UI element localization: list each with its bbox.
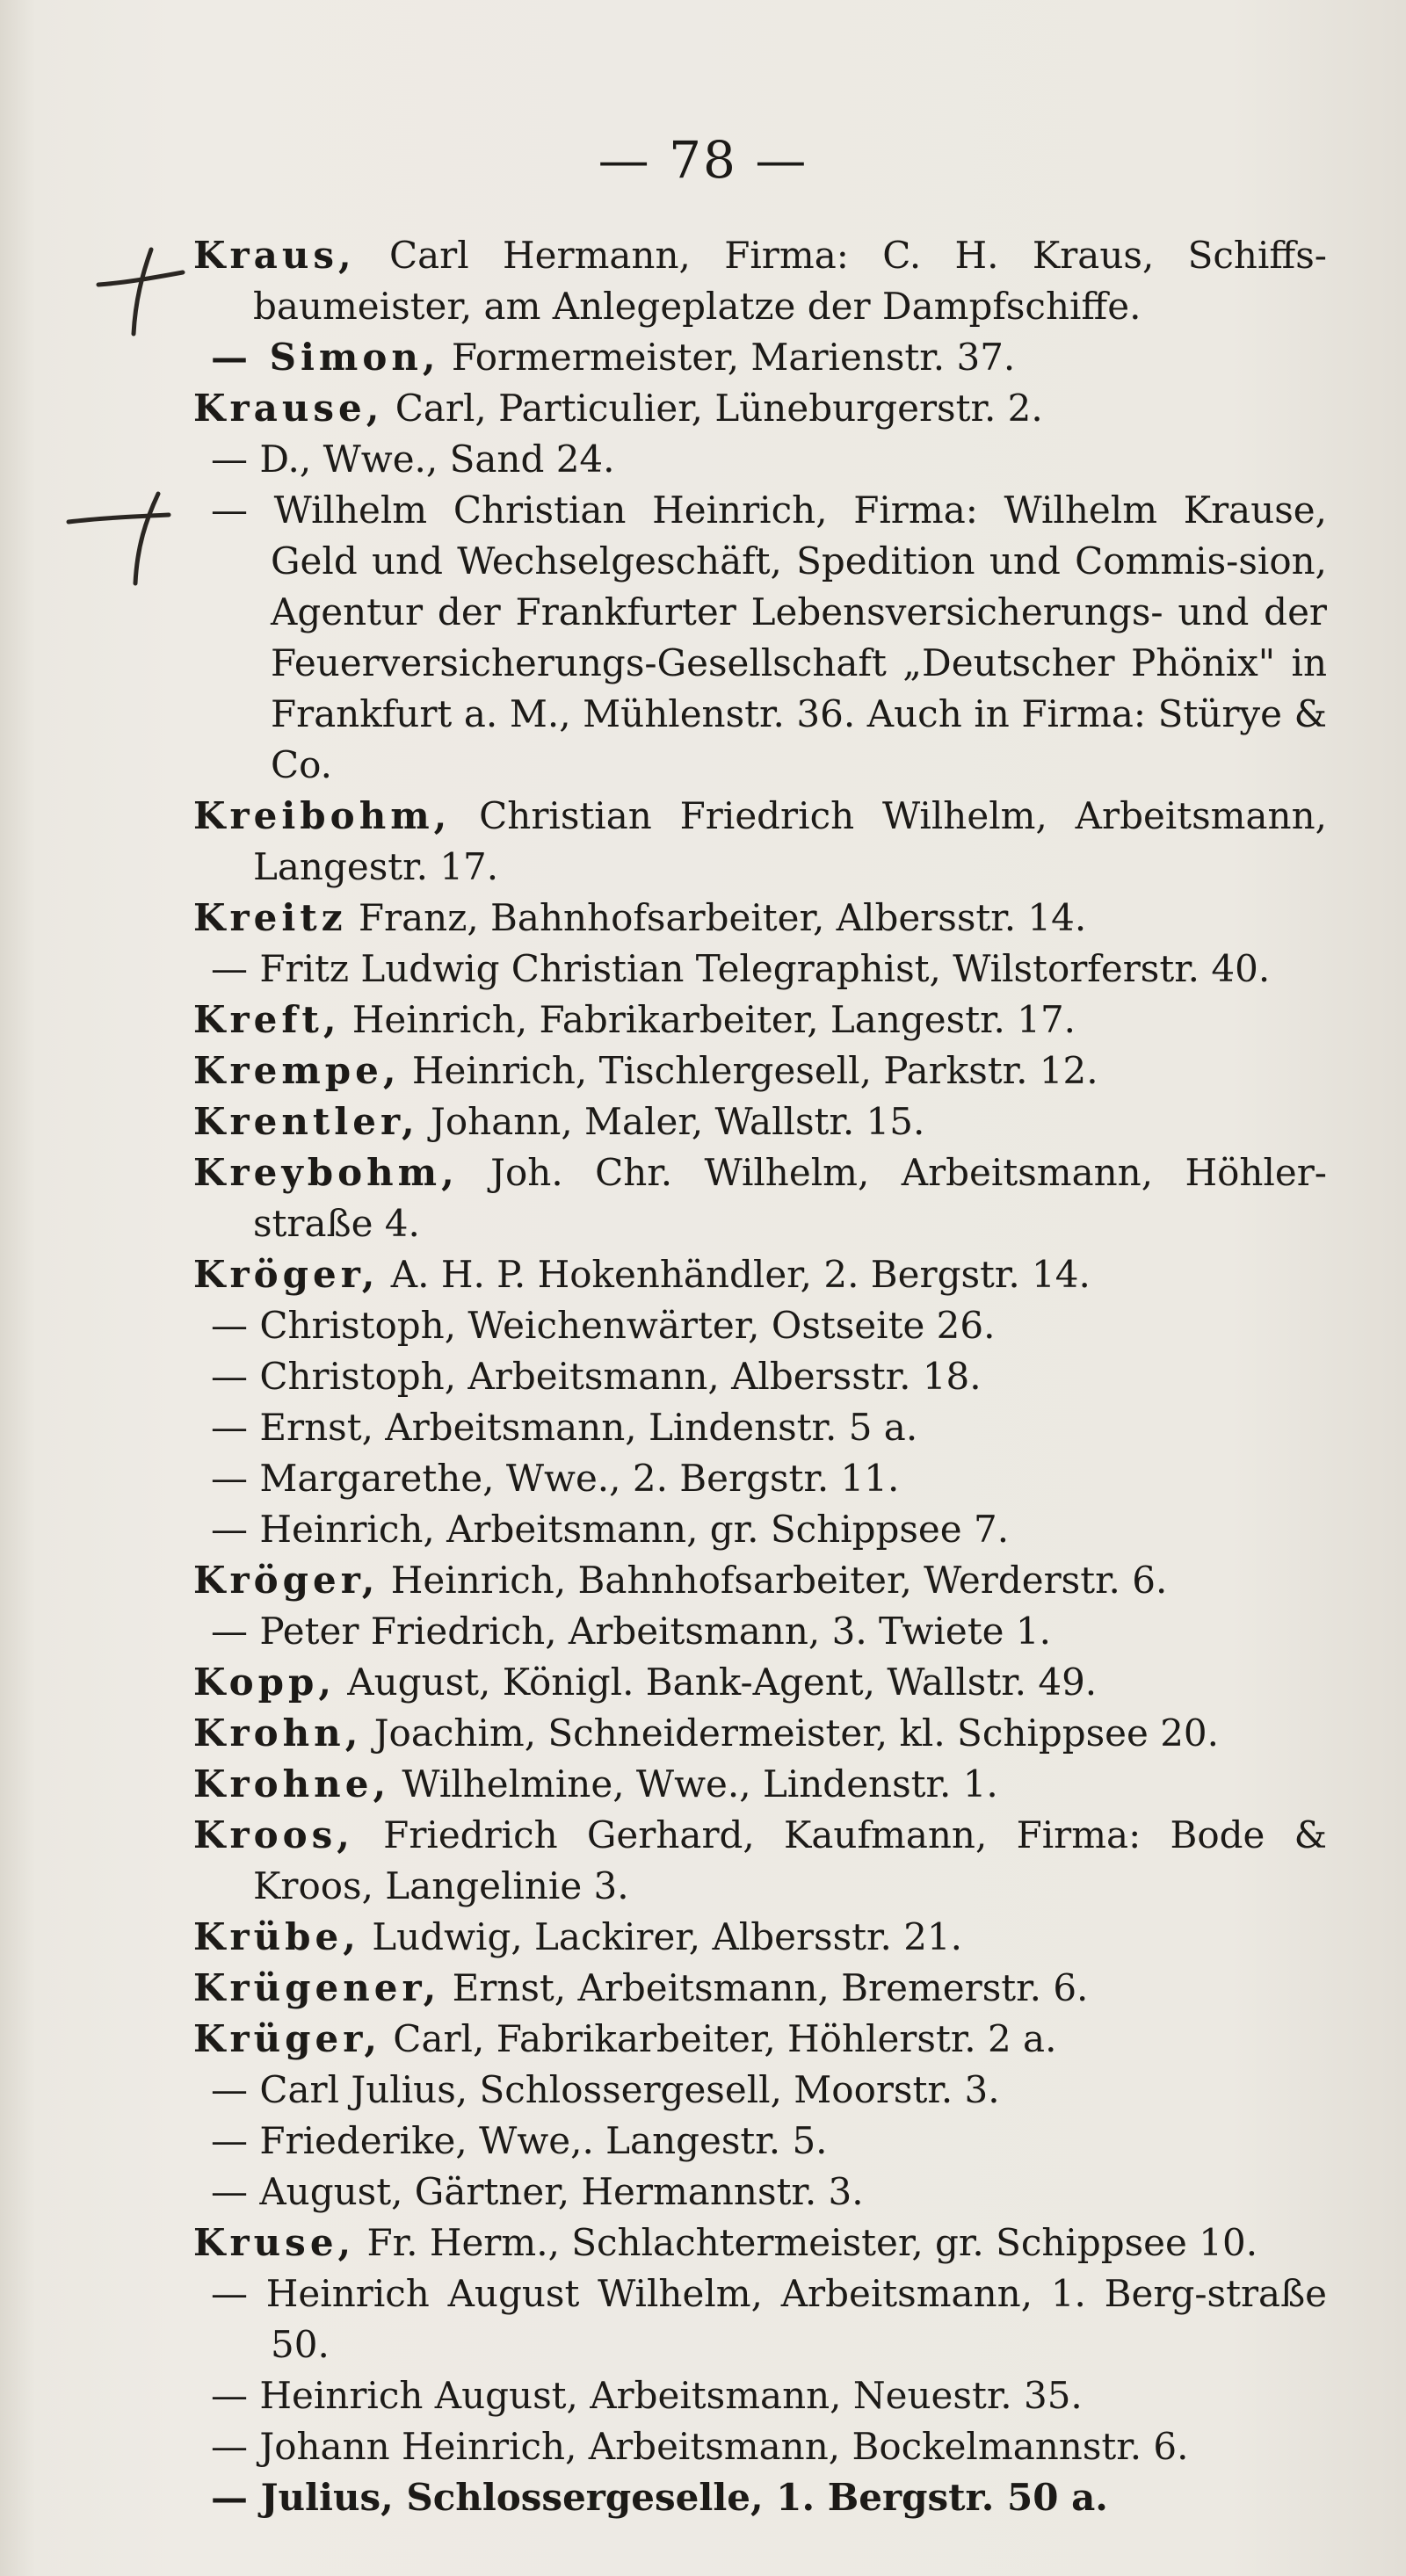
entry-kruse-heinrich-august-wilhelm: — Heinrich August Wilhelm, Arbeitsmann, 1. Berg-straße 50. [211, 2272, 1327, 2366]
entry-kroeger-a-h-p: Kröger, A. H. P. Hokenhändler, 2. Bergstr. 14. [193, 1253, 1091, 1296]
entry-kruse-johann-heinrich: — Johann Heinrich, Arbeitsmann, Bockelmannstr. 6. [211, 2425, 1189, 2468]
entry-kruegener: Krügener, Ernst, Arbeitsmann, Bremerstr. 6. [193, 1966, 1089, 2009]
entry-krueger-august: — August, Gärtner, Hermannstr. 3. [211, 2170, 864, 2213]
entry-krentler: Krentler, Johann, Maler, Wallstr. 15. [193, 1100, 925, 1143]
entry-krueger-carl: Krüger, Carl, Fabrikarbeiter, Höhlerstr. 2 a. [193, 2017, 1057, 2060]
entry-kroos: Kroos, Friedrich Gerhard, Kaufmann, Firma: Bode & Kroos, Langelinie 3. [193, 1813, 1327, 1907]
entry-kopp: Kopp, August, Königl. Bank-Agent, Wallstr. 49. [193, 1661, 1098, 1704]
page-number: — 78 — [598, 130, 808, 190]
margin-cross-mark-1 [88, 230, 193, 353]
entry-kroeger-christoph-2: — Christoph, Arbeitsmann, Albersstr. 18. [211, 1355, 982, 1398]
entry-kroeger-peter: — Peter Friedrich, Arbeitsmann, 3. Twiete 1. [211, 1610, 1051, 1653]
entry-krempe: Krempe, Heinrich, Tischlergesell, Parkstr. 12. [193, 1049, 1098, 1092]
entry-kreibohm: Kreibohm, Christian Friedrich Wilhelm, Arbeitsmann, Langestr. 17. [193, 794, 1327, 888]
entry-krohne: Krohne, Wilhelmine, Wwe., Lindenstr. 1. [193, 1762, 998, 1805]
entry-kreybohm: Kreybohm, Joh. Chr. Wilhelm, Arbeitsmann, Höhler-straße 4. [193, 1151, 1327, 1245]
entry-kraus-simon: — Simon, Formermeister, Marienstr. 37. [211, 336, 1016, 379]
entry-kroeger-heinrich-bahnhof: Kröger, Heinrich, Bahnhofsarbeiter, Werderstr. 6. [193, 1559, 1168, 1602]
entry-krueger-friederike: — Friederike, Wwe,. Langestr. 5. [211, 2119, 828, 2162]
entry-kreft: Kreft, Heinrich, Fabrikarbeiter, Langestr. 17. [193, 998, 1076, 1041]
entry-krueger-carl-julius: — Carl Julius, Schlossergesell, Moorstr. 3. [211, 2068, 1000, 2111]
entry-krause-wilhelm: — Wilhelm Christian Heinrich, Firma: Wilhelm Krause, Geld und Wechselgeschäft, Spedition und Commis-sion, Agentur der Frankfurter Lebensversicherungs- und der Feuerversicherungs-Gesellschaft „Deutscher Phönix" in Frankfurt a. M., Mühlenstr. 36. Auch in Firma: Stürye & Co. [211, 488, 1327, 786]
entry-kroeger-ernst: — Ernst, Arbeitsmann, Lindenstr. 5 a. [211, 1406, 918, 1449]
entry-kroeger-christoph-1: — Christoph, Weichenwärter, Ostseite 26. [211, 1304, 996, 1347]
directory-entries [193, 230, 1327, 2523]
entry-krohn: Krohn, Joachim, Schneidermeister, kl. Schippsee 20. [193, 1711, 1219, 1755]
entry-kraus-carl-hermann: Kraus, Carl Hermann, Firma: C. H. Kraus, Schiffs-baumeister, am Anlegeplatze der Dampfschiffe. [193, 234, 1327, 328]
entry-krause-d: — D., Wwe., Sand 24. [211, 438, 615, 481]
entry-kruse-julius: — Julius, Schlossergeselle, 1. Bergstr. 50 a. [211, 2476, 1108, 2519]
entry-krause-carl: Krause, Carl, Particulier, Lüneburgerstr. 2. [193, 387, 1043, 430]
entry-kruse-fr-herm: Kruse, Fr. Herm., Schlachtermeister, gr. Schippsee 10. [193, 2221, 1258, 2264]
entry-kroeger-heinrich: — Heinrich, Arbeitsmann, gr. Schippsee 7. [211, 1508, 1010, 1551]
entry-kruse-heinrich-august: — Heinrich August, Arbeitsmann, Neuestr. 35. [211, 2374, 1083, 2417]
entry-kreitz-fritz: — Fritz Ludwig Christian Telegraphist, Wilstorferstr. 40. [211, 947, 1271, 990]
entry-kreitz: Kreitz Franz, Bahnhofsarbeiter, Albersstr. 14. [193, 896, 1087, 939]
margin-cross-mark-2 [62, 485, 176, 590]
entry-kruebe: Krübe, Ludwig, Lackirer, Albersstr. 21. [193, 1915, 962, 1958]
entry-kroeger-margarethe: — Margarethe, Wwe., 2. Bergstr. 11. [211, 1457, 900, 1500]
